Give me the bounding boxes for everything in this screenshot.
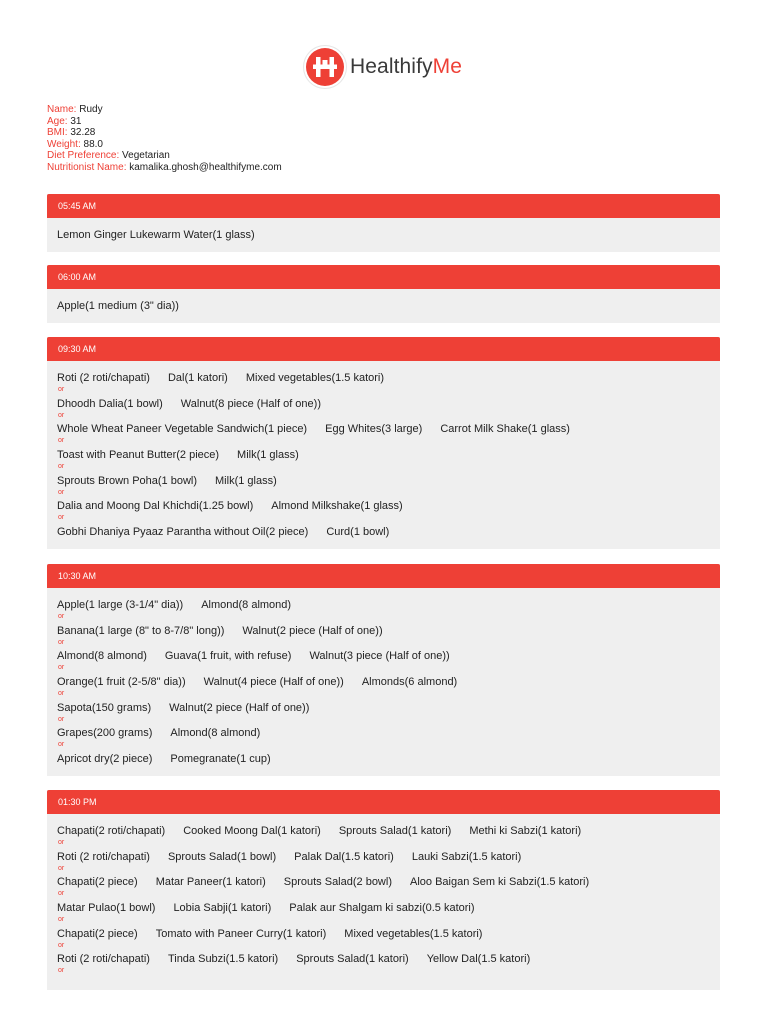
or-separator: or: [58, 916, 65, 924]
or-separator: or: [58, 839, 65, 846]
or-separator: or: [58, 967, 65, 975]
food-item: Banana(1 large (8" to 8-7/8" long)): [57, 624, 225, 637]
or-separator: or: [58, 941, 65, 949]
food-item: Toast with Peanut Butter(2 piece): [57, 449, 220, 462]
food-item: Lauki Sabzi(1.5 katori): [411, 850, 522, 863]
meal-time-header: 10:30 AM: [47, 564, 720, 588]
food-item: Dal(1 katori): [167, 372, 228, 384]
food-item: Palak Dal(1.5 katori): [294, 850, 394, 863]
food-item: Pomegranate(1 cup): [170, 753, 271, 766]
or-separator: or: [58, 715, 65, 723]
food-item: Sprouts Salad(1 bowl): [167, 850, 277, 863]
meal-option: [57, 675, 710, 701]
meal-option: [57, 624, 710, 650]
or-separator: or: [58, 463, 65, 471]
meal-option-items: [57, 726, 710, 740]
meal-option: [57, 824, 710, 850]
food-item: Guava(1 fruit, with refuse): [164, 650, 292, 663]
meal-time-header: 09:30 AM: [47, 337, 720, 361]
food-item: Walnut(8 piece (Half of one)): [180, 397, 321, 410]
food-item: Almond(8 almond): [170, 727, 261, 740]
food-item: Gobhi Dhaniya Pyaaz Parantha without Oil(2 piece): [57, 526, 309, 539]
meal-option-items: [57, 624, 710, 638]
food-item: Almond Milkshake(1 glass): [271, 500, 403, 513]
profile-label: Weight:: [47, 138, 81, 150]
food-item: Aloo Baigan Sem ki Sabzi(1.5 katori): [410, 876, 590, 889]
food-item: Milk(1 glass): [215, 474, 277, 487]
meal-option: [57, 299, 710, 325]
or-separator: or: [58, 741, 65, 749]
meal-option: [57, 752, 710, 778]
food-item: Apricot dry(2 piece): [57, 753, 153, 766]
meal-option-items: [57, 901, 710, 915]
meal-options: [47, 289, 720, 325]
meal-option-items: [57, 675, 710, 689]
food-item: Sprouts Salad(1 katori): [338, 825, 452, 837]
meal-section: [47, 790, 720, 990]
meal-option-items: [57, 474, 710, 488]
food-item: Almonds(6 almond): [361, 676, 458, 689]
profile-row: [47, 104, 282, 116]
healthifyme-logo-icon: [306, 48, 344, 86]
meal-option-items: [57, 875, 710, 889]
profile-label: Age:: [47, 115, 68, 127]
meal-options: [47, 588, 720, 778]
food-item: Yellow Dal(1.5 katori): [426, 953, 531, 966]
meal-option-items: [57, 649, 710, 663]
meal-option-items: [57, 752, 710, 766]
meal-option: [57, 525, 710, 551]
meal-option: [57, 448, 710, 474]
profile-row: [47, 127, 282, 139]
meal-option-items: [57, 927, 710, 941]
food-item: Lemon Ginger Lukewarm Water(1 glass): [57, 229, 255, 241]
food-item: Chapati(2 roti/chapati): [57, 825, 166, 837]
meal-option-items: [57, 850, 710, 864]
or-separator: or: [58, 613, 65, 620]
meal-option: [57, 927, 710, 953]
meal-option-items: [57, 701, 710, 715]
meal-options: [47, 361, 720, 551]
meal-option: [57, 228, 710, 254]
food-item: Almond(8 almond): [57, 650, 147, 663]
food-item: Tomato with Paneer Curry(1 katori): [155, 927, 327, 940]
brand-header: [0, 45, 768, 89]
food-item: Sprouts Salad(2 bowl): [283, 876, 392, 889]
meal-option: [57, 850, 710, 876]
food-item: Matar Pulao(1 bowl): [57, 902, 156, 915]
or-separator: or: [58, 664, 65, 672]
profile-row: [47, 139, 282, 151]
food-item: Walnut(2 piece (Half of one)): [169, 701, 310, 714]
profile-value: 32.28: [70, 127, 96, 139]
profile-label: BMI:: [47, 127, 68, 139]
meal-time-header: 06:00 AM: [47, 265, 720, 289]
or-separator: or: [58, 488, 65, 496]
food-item: Curd(1 bowl): [326, 526, 390, 539]
food-item: Roti (2 roti/chapati): [57, 953, 150, 966]
food-item: Sprouts Salad(1 katori): [296, 953, 409, 966]
food-item: Egg Whites(3 large): [325, 423, 423, 436]
or-separator: or: [58, 514, 65, 522]
food-item: Chapati(2 piece): [57, 876, 138, 889]
meal-option-items: [57, 499, 710, 513]
meal-option: [57, 371, 710, 397]
brand-name-main: Healthify: [350, 55, 433, 78]
or-separator: or: [58, 386, 65, 393]
food-item: Roti (2 roti/chapati): [57, 850, 150, 863]
profile-label: Name:: [47, 104, 77, 115]
food-item: Dalia and Moong Dal Khichdi(1.25 bowl): [57, 500, 254, 513]
profile-info: [47, 104, 282, 174]
meal-option-items: [57, 824, 710, 838]
meal-time-header: 05:45 AM: [47, 194, 720, 218]
meal-section: [47, 337, 720, 549]
meal-options: [47, 218, 720, 254]
meal-option-items: [57, 299, 710, 313]
profile-value: 31: [70, 115, 82, 127]
meal-section: [47, 564, 720, 776]
food-item: Methi ki Sabzi(1 katori): [469, 825, 582, 837]
meal-option-items: [57, 397, 710, 411]
meal-option-items: [57, 952, 710, 966]
meal-option: [57, 875, 710, 901]
food-item: Walnut(4 piece (Half of one)): [203, 676, 344, 689]
or-separator: or: [58, 411, 65, 419]
food-item: Grapes(200 grams): [57, 727, 153, 740]
meal-option-items: [57, 371, 710, 385]
profile-label: Nutritionist Name:: [47, 161, 127, 173]
meal-option: [57, 474, 710, 500]
profile-value: Rudy: [79, 104, 103, 115]
food-item: Mixed vegetables(1.5 katori): [344, 927, 483, 940]
meal-option: [57, 499, 710, 525]
profile-row: [47, 162, 282, 174]
food-item: Walnut(2 piece (Half of one)): [242, 624, 383, 637]
food-item: Sprouts Brown Poha(1 bowl): [57, 474, 198, 487]
meal-time-header: 01:30 PM: [47, 790, 720, 814]
food-item: Matar Paneer(1 katori): [155, 876, 266, 889]
or-separator: or: [58, 638, 65, 646]
profile-row: [47, 150, 282, 162]
food-item: Chapati(2 piece): [57, 927, 138, 940]
brand-name-accent: Me: [432, 55, 462, 78]
meal-option: [57, 726, 710, 752]
meal-option: [57, 598, 710, 624]
or-separator: or: [58, 890, 65, 898]
food-item: Dhoodh Dalia(1 bowl): [57, 397, 163, 410]
meal-option: [57, 701, 710, 727]
profile-value: 88.0: [83, 138, 103, 150]
brand-name: [350, 55, 462, 79]
food-item: Lobia Sabji(1 katori): [173, 902, 272, 915]
food-item: Carrot Milk Shake(1 glass): [440, 423, 570, 436]
meal-option-items: [57, 422, 710, 436]
meal-option-items: [57, 448, 710, 462]
profile-value: Vegetarian: [122, 150, 170, 162]
food-item: Orange(1 fruit (2-5/8" dia)): [57, 676, 186, 689]
meal-option: [57, 397, 710, 423]
food-item: Apple(1 large (3-1/4" dia)): [57, 599, 184, 611]
food-item: Cooked Moong Dal(1 katori): [183, 825, 321, 837]
food-item: Mixed vegetables(1.5 katori): [245, 372, 385, 384]
meal-option-items: [57, 525, 710, 539]
profile-label: Diet Preference:: [47, 150, 120, 162]
meal-options: [47, 814, 720, 978]
food-item: Sapota(150 grams): [57, 701, 152, 714]
or-separator: or: [58, 690, 65, 698]
food-item: Apple(1 medium (3" dia)): [57, 300, 179, 312]
food-item: Almond(8 almond): [201, 599, 292, 611]
meal-option-items: [57, 598, 710, 612]
or-separator: or: [58, 864, 65, 872]
or-separator: or: [58, 437, 65, 445]
food-item: Walnut(3 piece (Half of one)): [309, 650, 450, 663]
meal-section: [47, 265, 720, 323]
meal-option: [57, 422, 710, 448]
meal-option: [57, 952, 710, 978]
food-item: Roti (2 roti/chapati): [57, 372, 150, 384]
meal-option-items: [57, 228, 710, 242]
food-item: Palak aur Shalgam ki sabzi(0.5 katori): [289, 902, 475, 915]
profile-value: kamalika.ghosh@healthifyme.com: [129, 161, 282, 173]
meal-option: [57, 649, 710, 675]
meal-option: [57, 901, 710, 927]
food-item: Whole Wheat Paneer Vegetable Sandwich(1 piece): [57, 423, 308, 436]
profile-row: [47, 116, 282, 128]
food-item: Milk(1 glass): [237, 449, 299, 462]
meal-section: [47, 194, 720, 252]
food-item: Tinda Subzi(1.5 katori): [167, 953, 279, 966]
